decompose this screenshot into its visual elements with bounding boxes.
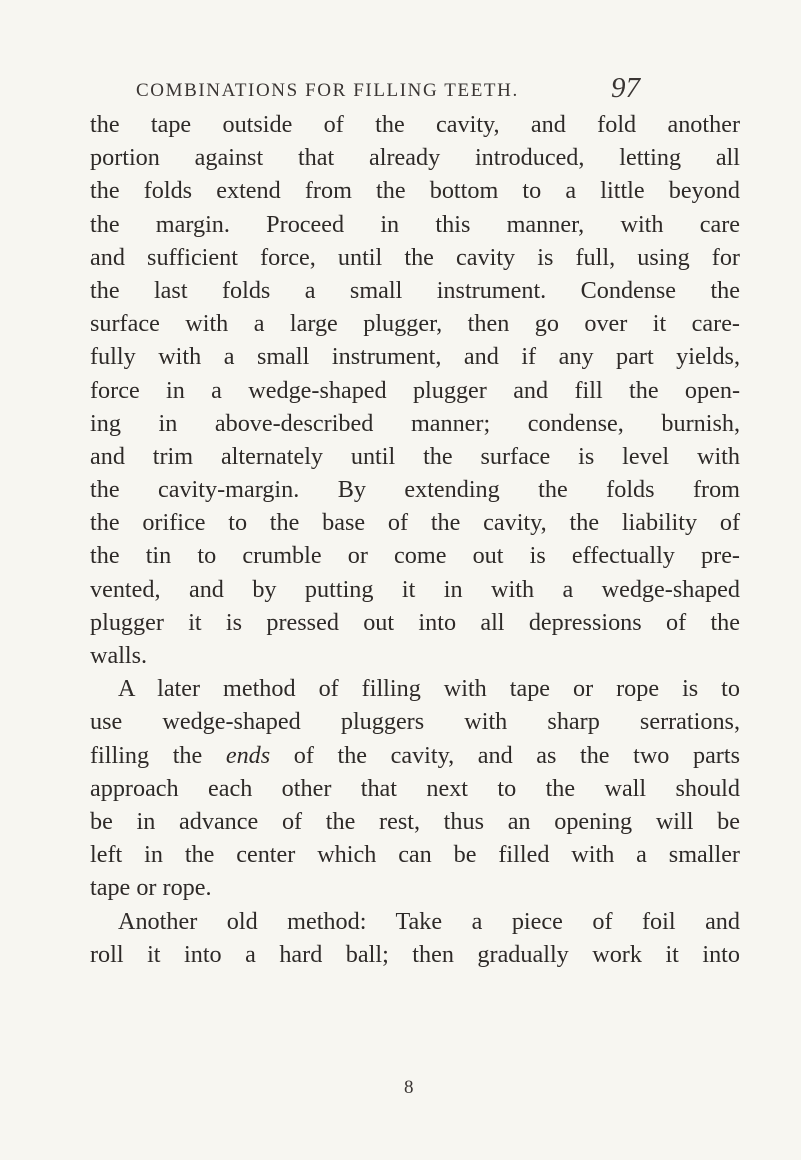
text-segment: filling the [90, 741, 203, 769]
text-line: vented, and by putting it in with a wedge-shaped [90, 575, 740, 603]
text-line: use wedge-shaped pluggers with sharp serrations, [90, 708, 740, 736]
text-line: and sufficient force, until the cavity is full, using for [90, 243, 740, 271]
text-line: the tape outside of the cavity, and fold another [90, 111, 740, 138]
text-line: tape or rope. [90, 874, 212, 902]
signature-mark: 8 [404, 1077, 414, 1098]
text-line: walls. [90, 642, 148, 669]
text-line: ing in above-described manner; condense, burnish, [90, 409, 740, 437]
text-line: be in advance of the rest, thus an opening will be [90, 807, 740, 835]
text-line: the last folds a small instrument. Condense the [90, 276, 740, 304]
text-line: portion against that already introduced, letting all [90, 144, 740, 172]
text-line: surface with a large plugger, then go over it care- [90, 310, 740, 338]
text-line: the folds extend from the bottom to a little beyond [90, 177, 740, 205]
text-line: roll it into a hard ball; then gradually work it into [90, 940, 740, 968]
text-line: fully with a small instrument, and if any part yields, [90, 343, 740, 371]
text-line: the orifice to the base of the cavity, the liability of [90, 509, 740, 537]
italic-emphasis: ends [225, 741, 271, 769]
body-text [90, 108, 740, 971]
running-title: COMBINATIONS FOR FILLING TEETH. [136, 80, 519, 101]
text-line: plugger it is pressed out into all depressions of the [90, 608, 740, 636]
text-line: force in a wedge-shaped plugger and fill the open- [90, 376, 740, 404]
text-line: left in the center which can be filled with a smaller [90, 841, 740, 869]
page-number: 97 [611, 72, 640, 104]
text-line: approach each other that next to the wall should [90, 774, 740, 802]
running-head [136, 70, 736, 110]
paragraph-start-line: Another old method: Take a piece of foil and [118, 907, 740, 935]
text-line: the tin to crumble or come out is effectually pre- [90, 542, 740, 570]
text-line-with-italic [90, 739, 740, 772]
text-line: the margin. Proceed in this manner, with care [90, 210, 740, 238]
paragraph-start-line: A later method of filling with tape or rope is to [118, 675, 740, 703]
text-line: and trim alternately until the surface is level with [90, 442, 740, 470]
text-line: the cavity-margin. By extending the folds from [90, 476, 740, 504]
text-segment: of the cavity, and as the two parts [293, 741, 740, 769]
